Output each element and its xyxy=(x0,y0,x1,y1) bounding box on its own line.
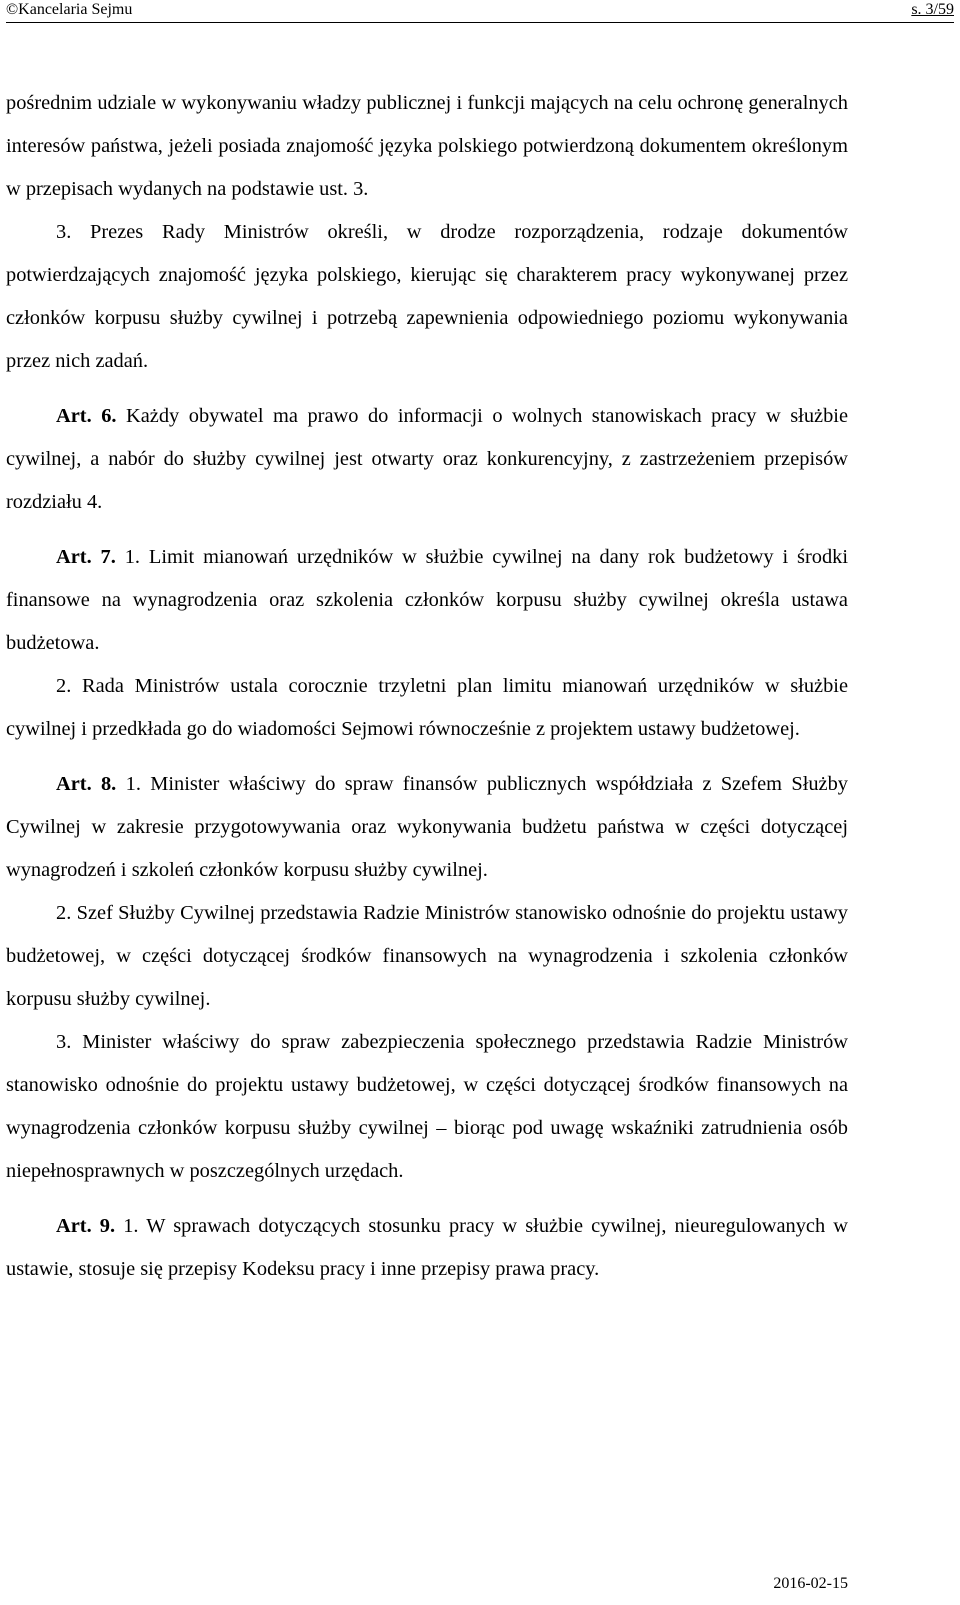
document-date: 2016-02-15 xyxy=(773,1575,848,1592)
paragraph-text: 1. Limit mianowań urzędników w służbie cywilnej na dany rok budżetowy i środki finansowe na wynagrodzenia oraz szkolenia członków korpusu służby cywilnej określa ustawa budżetowa. xyxy=(6,546,848,654)
article-6 xyxy=(6,395,848,524)
article-8-ust-2 xyxy=(6,892,848,1021)
paragraph-text: 2. Szef Służby Cywilnej przedstawia Radzie Ministrów stanowisko odnośnie do projektu ustawy budżetowej, w części dotyczącej środków finansowych na wynagrodzenia i szkolenia członków korpusu służby cywilnej. xyxy=(6,902,848,1010)
paragraph-text: pośrednim udziale w wykonywaniu władzy publicznej i funkcji mających na celu ochronę generalnych interesów państwa, jeżeli posiada znajomość języka polskiego potwierdzoną dokumentem określonym w przepisach wydanych na podstawie ust. 3. xyxy=(6,92,848,200)
page-number: s. 3/59 xyxy=(911,1,954,18)
article-8 xyxy=(6,763,848,892)
paragraph-text: 1. Minister właściwy do spraw finansów publicznych współdziała z Szefem Służby Cywilnej w zakresie przygotowywania oraz wykonywania budżetu państwa w części dotyczącej wynagrodzeń i szkoleń członków korpusu służby cywilnej. xyxy=(6,773,849,881)
article-number: Art. 9. xyxy=(56,1215,116,1237)
copyright-label: ©Kancelaria Sejmu xyxy=(6,1,133,18)
article-9 xyxy=(6,1205,848,1291)
article-number: Art. 6. xyxy=(56,405,117,427)
article-7-ust-2 xyxy=(6,665,848,751)
article-8-ust-3 xyxy=(6,1021,848,1193)
paragraph-text: 3. Prezes Rady Ministrów określi, w drodze rozporządzenia, rodzaje dokumentów potwierdzających znajomość języka polskiego, kierując się charakterem pracy wykonywanej przez członków korpusu służby cywilnej i potrzebą zapewnienia odpowiedniego poziomu wykonywania przez nich zadań. xyxy=(6,221,848,372)
paragraph-text: 3. Minister właściwy do spraw zabezpieczenia społecznego przedstawia Radzie Ministrów stanowisko odnośnie do projektu ustawy budżetowej, w części dotyczącej środków finansowych na wynagrodzenia członków korpusu służby cywilnej – biorąc pod uwagę wskaźniki zatrudnienia osób niepełnosprawnych w poszczególnych urzędach. xyxy=(6,1031,848,1182)
paragraph-text: Każdy obywatel ma prawo do informacji o wolnych stanowiskach pracy w służbie cywilnej, a nabór do służby cywilnej jest otwarty oraz konkurencyjny, z zastrzeżeniem przepisów rozdziału 4. xyxy=(6,405,848,513)
paragraph-continuation xyxy=(6,82,848,211)
paragraph-ust-3 xyxy=(6,211,848,383)
page-header xyxy=(6,0,954,23)
paragraph-text: 1. W sprawach dotyczących stosunku pracy w służbie cywilnej, nieuregulowanych w ustawie, stosuje się przepisy Kodeksu pracy i inne przepisy prawa pracy. xyxy=(6,1215,848,1280)
paragraph-text: 2. Rada Ministrów ustala corocznie trzyletni plan limitu mianowań urzędników w służbie cywilnej i przedkłada go do wiadomości Sejmowi równocześnie z projektem ustawy budżetowej. xyxy=(6,675,848,740)
page-footer xyxy=(6,1574,848,1594)
document-body xyxy=(6,82,848,1291)
article-number: Art. 7. xyxy=(56,546,116,568)
article-7 xyxy=(6,536,848,665)
article-number: Art. 8. xyxy=(56,773,117,795)
